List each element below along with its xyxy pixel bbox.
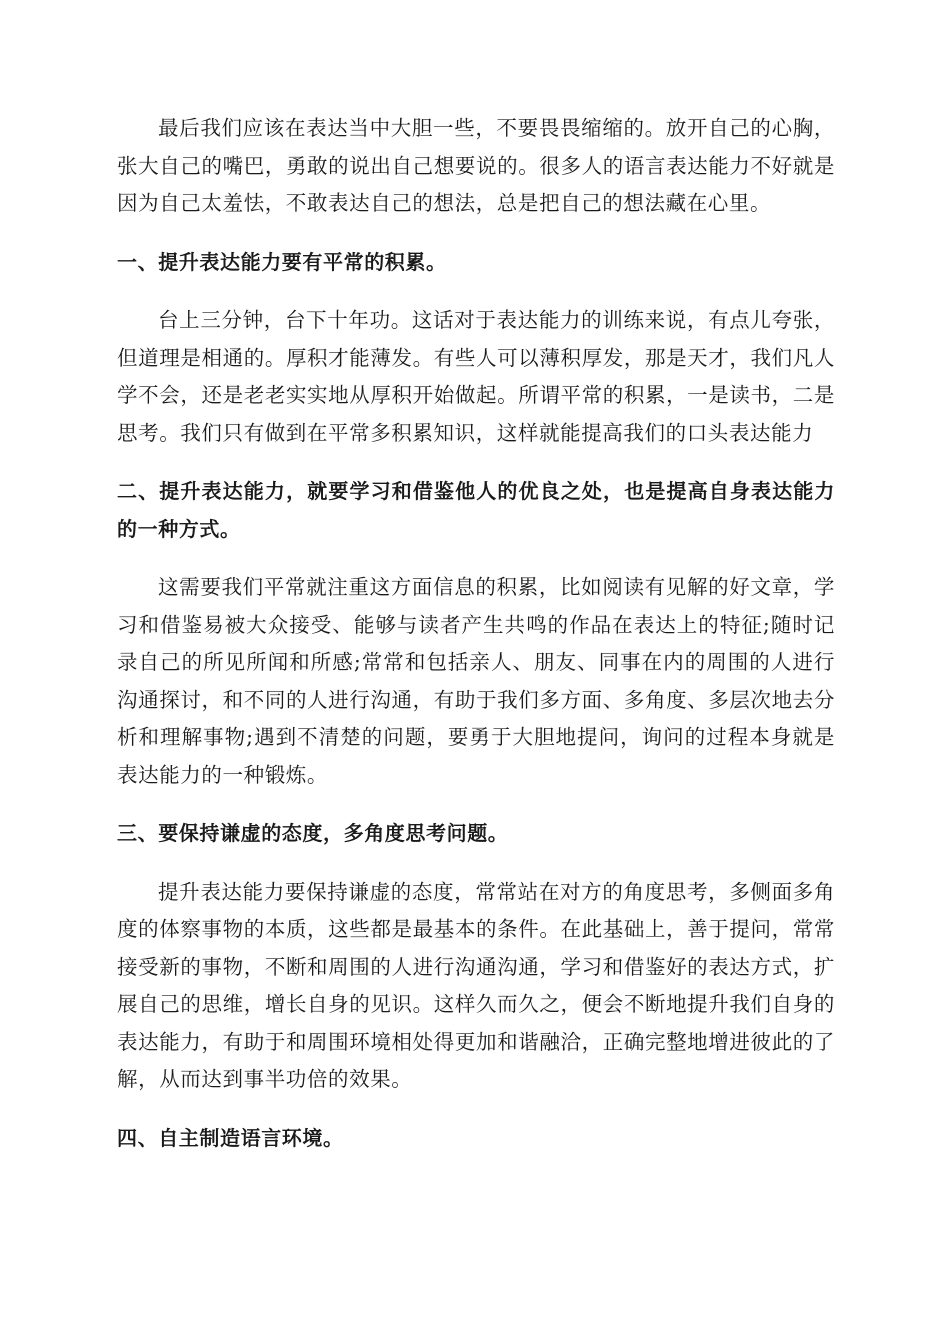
section-heading-1: 一、提升表达能力要有平常的积累。: [117, 249, 447, 274]
paragraph-intro: 最后我们应该在表达当中大胆一些，不要畏畏缩缩的。放开自己的心胸，张大自己的嘴巴，勇敢的说出自己想要说的。很多人的语言表达能力不好就是因为自己太羞怯，不敢表达自己的想法，总是把自己的想法藏在心里。: [117, 116, 835, 215]
section-heading-2: 二、提升表达能力，就要学习和借鉴他人的优良之处，也是提高自身表达能力的一种方式。: [117, 479, 835, 541]
paragraph-section-3: 提升表达能力要保持谦虚的态度，常常站在对方的角度思考，多侧面多角度的体察事物的本质，这些都是最基本的条件。在此基础上，善于提问，常常接受新的事物，不断和周围的人进行沟通沟通，学习和借鉴好的表达方式，扩展自己的思维，增长自身的见识。这样久而久之，便会不断地提升我们自身的表达能力，有助于和周围环境相处得更加和谐融洽，正确完整地增进彼此的了解，从而达到事半功倍的效果。: [117, 879, 835, 1091]
paragraph-section-1: 台上三分钟，台下十年功。这话对于表达能力的训练来说，有点儿夸张，但道理是相通的。厚积才能薄发。有些人可以薄积厚发，那是天才，我们凡人学不会，还是老老实实地从厚积开始做起。所谓平常的积累，一是读书，二是思考。我们只有做到在平常多积累知识，这样就能提高我们的口头表达能力: [117, 308, 835, 445]
document-body: [117, 110, 835, 1178]
section-heading-3: 三、要保持谦虚的态度，多角度思考问题。: [117, 821, 509, 845]
paragraph-section-2: 这需要我们平常就注重这方面信息的积累，比如阅读有见解的好文章，学习和借鉴易被大众接受、能够与读者产生共鸣的作品在表达上的特征;随时记录自己的所见所闻和所感;常常和包括亲人、朋友、同事在内的周围的人进行沟通探讨，和不同的人进行沟通，有助于我们多方面、多角度、多层次地去分析和理解事物;遇到不清楚的问题，要勇于大胆地提问，询问的过程本身就是表达能力的一种锻炼。: [117, 575, 835, 787]
section-heading-4: 四、自主制造语言环境。: [117, 1125, 344, 1150]
